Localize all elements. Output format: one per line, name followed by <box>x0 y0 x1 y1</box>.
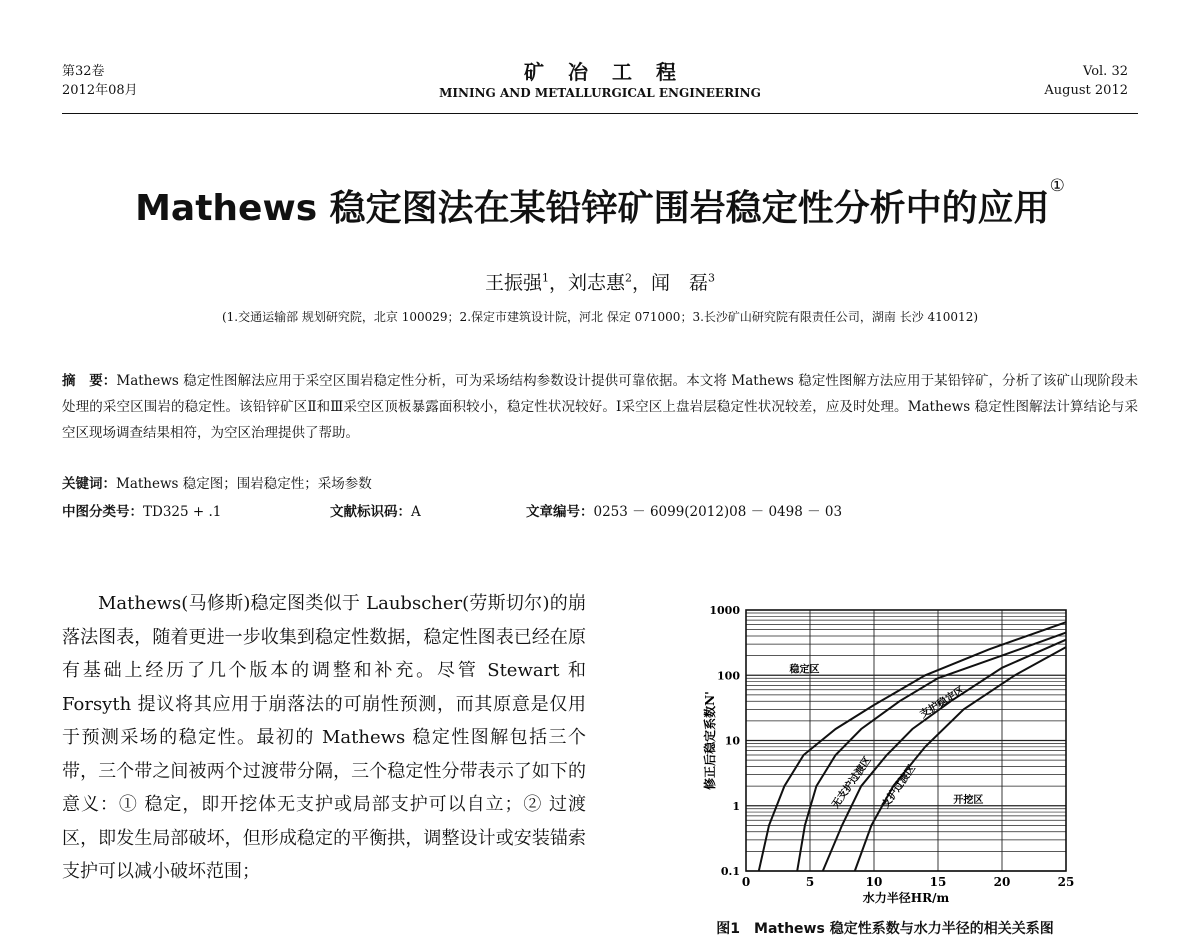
y-axis-label: 修正后稳定系数N' <box>703 691 717 790</box>
region-label: 无支护过渡区 <box>830 754 874 811</box>
x-tick-label: 20 <box>993 875 1011 889</box>
volume-en: Vol. 32 <box>1083 64 1128 79</box>
doc-code-item <box>330 500 526 520</box>
affiliations: (1.交通运输部 规划研究院，北京 100029；2.保定市建筑设计院，河北 保定 071000；3.长沙矿山研究院有限责任公司，湖南 长沙 410012) <box>221 310 979 324</box>
region-label: 稳定区 <box>789 664 820 676</box>
volume: 第32卷 <box>62 64 105 79</box>
journal-title-en: MINING AND METALLURGICAL ENGINEERING <box>439 86 761 100</box>
x-tick-label: 25 <box>1057 875 1075 889</box>
doc-code-label: 文献标识码： <box>330 504 411 520</box>
y-tick-label: 0.1 <box>720 865 740 878</box>
clc-item <box>62 500 330 520</box>
stability-chart <box>688 596 1088 916</box>
author-1: 王振强 <box>484 272 542 294</box>
clc-value: TD325 + .1 <box>143 504 222 520</box>
paper-title-text: Mathews 稳定图法在某铅锌矿围岩稳定性分析中的应用 <box>135 188 1050 229</box>
article-no-value: 0253 － 6099(2012)08 － 0498 － 03 <box>593 504 843 520</box>
y-tick-label: 100 <box>717 669 740 683</box>
keywords-text: Mathews 稳定图；围岩稳定性；采场参数 <box>116 476 372 492</box>
issue-date-en: August 2012 <box>1044 83 1128 98</box>
keywords <box>62 472 372 492</box>
clc-label: 中图分类号： <box>62 504 143 520</box>
figure-caption: 图1 Mathews 稳定性系数与水力半径的相关关系图 <box>716 921 1054 937</box>
author-3-affil: 3 <box>708 271 716 285</box>
y-tick-label: 10 <box>724 734 740 748</box>
region-label: 支护过渡区 <box>880 763 918 811</box>
x-tick-label: 5 <box>805 875 815 889</box>
issue-date: 2012年08月 <box>62 83 138 98</box>
keywords-label: 关键词： <box>62 476 116 492</box>
classification-line <box>62 500 1138 520</box>
article-no-label: 文章编号： <box>526 504 594 520</box>
x-tick-label: 15 <box>929 875 947 889</box>
journal-title-cn: 矿冶工程 <box>524 60 700 84</box>
header-rule <box>62 113 1138 114</box>
y-tick-label: 1000 <box>709 604 740 617</box>
author-1-affil: 1 <box>541 271 549 285</box>
author-2-affil: 2 <box>625 271 632 285</box>
x-tick-label: 0 <box>741 875 751 889</box>
author-list: 王振强$^1$，刘志惠$^2$，闻 磊$^3$ <box>484 271 716 294</box>
author-3: 闻 磊 <box>651 272 709 294</box>
figure-1 <box>688 596 1088 920</box>
x-tick-label: 10 <box>865 875 883 889</box>
article-no-item <box>526 500 842 520</box>
y-tick-label: 1 <box>732 799 740 813</box>
x-axis-label: 水力半径HR/m <box>862 891 950 905</box>
author-2: 刘志惠 <box>567 272 625 294</box>
header-center <box>0 60 1200 100</box>
abstract-text: Mathews 稳定性图解法应用于采空区围岩稳定性分析，可为采场结构参数设计提供可靠依据。本文将 Mathews 稳定性图解方法应用于某铅锌矿，分析了该矿山现阶段未处理的采空区围岩的稳定性。该铅锌矿区Ⅱ和Ⅲ采空区顶板暴露面积较小，稳定性状况较好。Ⅰ采空区上盘岩层稳定性状况较差，应及时处理。Mathews 稳定性图解法计算结论与采空区现场调查结果相符，为空区治理提供了帮助。 <box>62 373 1139 441</box>
abstract-label: 摘 要： <box>62 373 117 389</box>
paper-title <box>0 176 1200 231</box>
doc-code-value: A <box>411 504 421 520</box>
region-label: 支护稳定区 <box>918 684 967 721</box>
body-paragraph: Mathews(马修斯)稳定图类似于 Laubscher(劳斯切尔)的崩落法图表，随着更进一步收集到稳定性数据，稳定性图表已经在原有基础上经历了几个版本的调整和补充。尽管 Stewart 和 Forsyth 提议将其应用于崩落法的可崩性预测，而其原意是仅用于预测采场的稳定性。最初的 Mathews 稳定性图解包括三个带，三个带之间被两个过渡带分隔，三个稳定性分带表示了如下的意义：① 稳定，即开挖体无支护或局部支护可以自立；② 过渡区，即发生局部破坏，但形成稳定的平衡拱，调整设计或安装锚索支护可以减小破坏范围； <box>62 593 586 882</box>
curve-boundary-3 <box>823 640 1066 871</box>
abstract <box>62 368 1138 446</box>
region-label: 开挖区 <box>953 795 984 807</box>
title-footnote-mark: ① <box>1049 176 1065 196</box>
header-right <box>1044 62 1128 100</box>
curve-boundary-4 <box>855 647 1066 871</box>
body-column <box>62 587 586 889</box>
